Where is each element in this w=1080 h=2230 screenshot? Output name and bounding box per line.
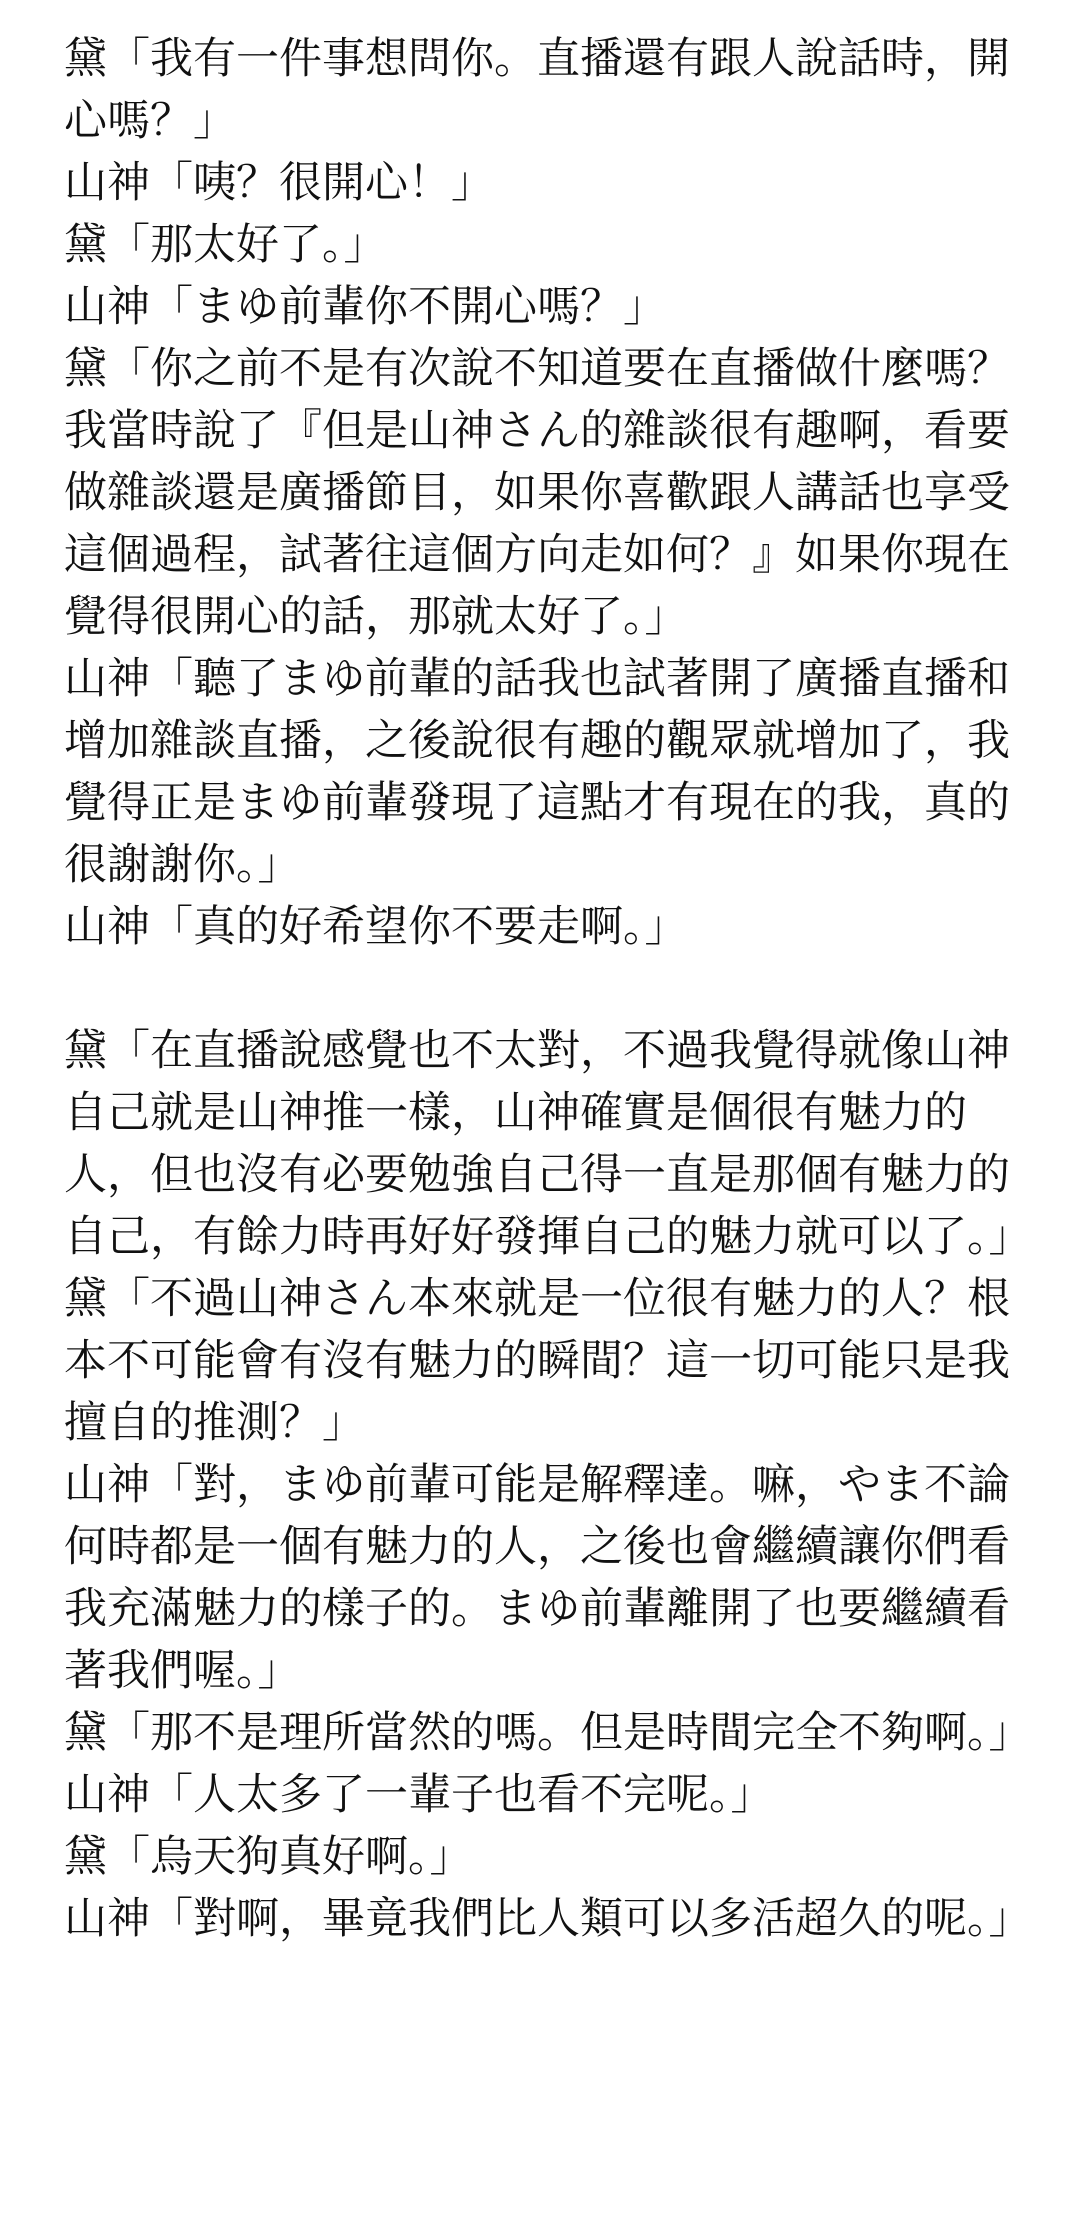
dialogue-line: 山神「真的好希望你不要走啊。」 [64, 902, 688, 952]
dialogue-line: 黛「那不是理所當然的嗎。但是時間完全不夠啊。」 [64, 1708, 1032, 1758]
dialogue-line: 山神「まゆ前輩你不開心嗎？」 [64, 282, 666, 332]
dialogue-line: 黛「我有一件事想問你。直播還有跟人說話時，開心嗎？」 [64, 34, 1010, 146]
dialogue-line: 黛「不過山神さん本來就是一位很有魅力的人？根本不可能會有沒有魅力的瞬間？這一切可能只是我擅自的推測？」 [64, 1274, 1010, 1448]
dialogue-line: 山神「對啊，畢竟我們比人類可以多活超久的呢。」 [64, 1894, 1032, 1944]
section-break [64, 958, 1024, 1020]
dialogue-line: 黛「烏天狗真好啊。」 [64, 1832, 473, 1882]
dialogue-line: 山神「對，まゆ前輩可能是解釋達。嘛，やま不論何時都是一個有魅力的人，之後也會繼續讓你們看我充滿魅力的樣子的。まゆ前輩離開了也要繼續看著我們喔。」 [64, 1460, 1010, 1696]
dialogue-line: 黛「那太好了。」 [64, 220, 387, 270]
dialogue-line: 黛「在直播說感覺也不太對，不過我覺得就像山神自己就是山神推一樣，山神確實是個很有魅力的人，但也沒有必要勉強自己得一直是那個有魅力的自己，有餘力時再好好發揮自己的魅力就可以了。」 [64, 1026, 1032, 1262]
dialogue-line: 山神「咦？很開心！」 [64, 158, 494, 208]
dialogue-line: 黛「你之前不是有次說不知道要在直播做什麼嗎？我當時說了『但是山神さん的雜談很有趣啊，看要做雜談還是廣播節目，如果你喜歡跟人講話也享受這個過程，試著往這個方向走如何？』如果你現在覺得很開心的話，那就太好了。」 [64, 344, 1010, 642]
dialogue-line: 山神「聽了まゆ前輩的話我也試著開了廣播直播和增加雜談直播，之後說很有趣的觀眾就增加了，我覺得正是まゆ前輩發現了這點才有現在的我，真的很謝謝你。」 [64, 654, 1010, 890]
dialogue-line: 山神「人太多了一輩子也看不完呢。」 [64, 1770, 774, 1820]
dialogue-text [64, 28, 1032, 1950]
